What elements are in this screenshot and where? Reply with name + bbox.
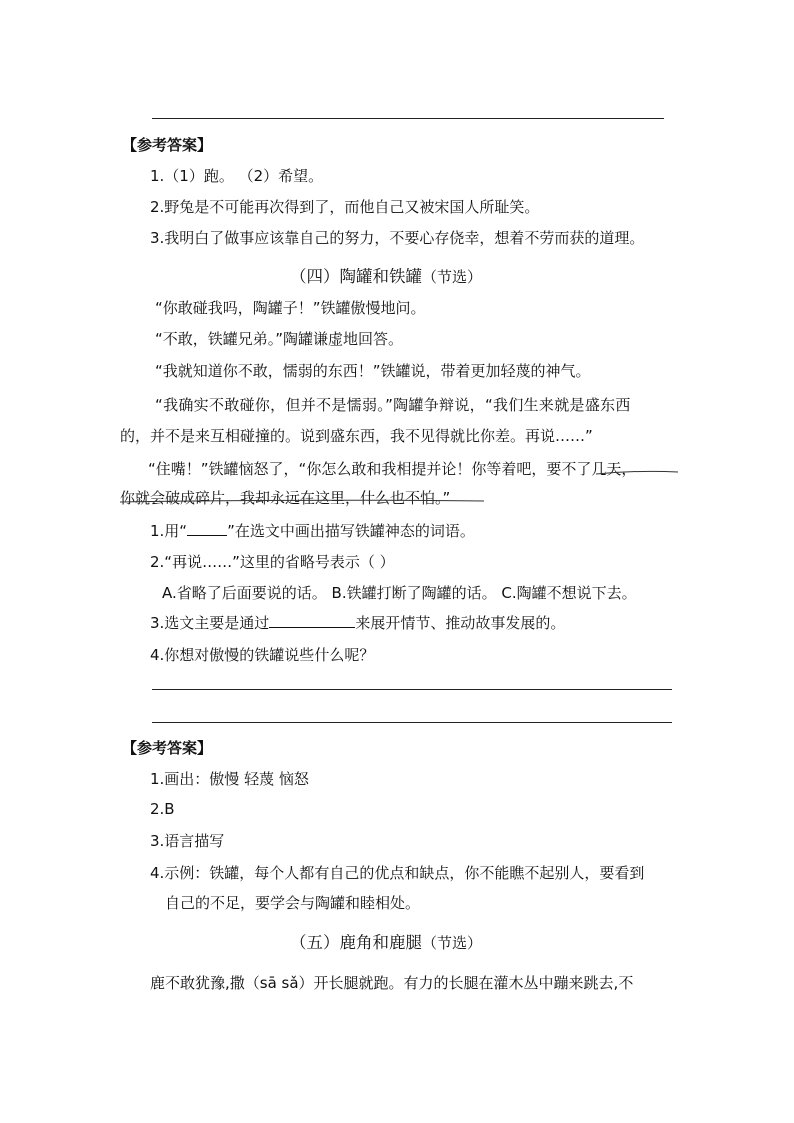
passage-line: “我确实不敢碰你，但并不是懦弱。”陶罐争辩说，“我们生来就是盛东西 <box>155 396 631 414</box>
passage-line: “我就知道你不敢，懦弱的东西！”铁罐说，带着更加轻蔑的神气。 <box>155 362 591 380</box>
answer-item: 4.示例：铁罐，每个人都有自己的优点和缺点，你不能瞧不起别人，要看到 <box>150 864 645 882</box>
answer-item: 2.野兔是不可能再次得到了，而他自己又被宋国人所耻笑。 <box>150 198 540 216</box>
passage-line: “不敢，铁罐兄弟。”陶罐谦虚地回答。 <box>155 330 404 348</box>
answer-line[interactable] <box>152 722 672 723</box>
section-title-sub: （节选） <box>422 934 483 952</box>
passage-line: 鹿不敢犹豫,撒（sā sǎ）开长腿就跑。有力的长腿在灌木丛中蹦来跳去,不 <box>150 974 634 992</box>
passage-line: “你敢碰我吗，陶罐子！”铁罐傲慢地问。 <box>155 299 426 317</box>
answer-item: 3.我明白了做事应该靠自己的努力，不要心存侥幸，想着不劳而获的道理。 <box>150 229 645 247</box>
section-title-main: （五）鹿角和鹿腿 <box>290 933 422 952</box>
answer-blank[interactable] <box>269 627 355 628</box>
answer-line[interactable] <box>152 689 672 690</box>
passage-line: 的，并不是来互相碰撞的。说到盛东西，我不见得就比你差。再说……” <box>120 427 593 445</box>
answer-heading: 【参考答案】 <box>122 136 213 154</box>
question-2-options: A.省略了后面要说的话。 B.铁罐打断了陶罐的话。 C.陶罐不想说下去。 <box>162 584 637 602</box>
answer-item: 自己的不足，要学会与陶罐和睦相处。 <box>165 894 421 912</box>
section-title-sub: （节选） <box>422 268 483 286</box>
question-3: 3.选文主要是通过 来展开情节、推动故事发展的。 <box>150 614 566 632</box>
section-title-main: （四）陶罐和铁罐 <box>290 267 422 286</box>
answer-item: 1.画出：傲慢 轻蔑 恼怒 <box>150 770 309 788</box>
passage-line: “住嘴！”铁罐恼怒了，“你怎么敢和我相提并论！你等着吧，要不了几天， <box>148 460 637 478</box>
answer-item: 3.语言描写 <box>150 832 225 850</box>
answer-item: 2.B <box>150 800 175 818</box>
question-1: 1.用“ ”在选文中画出描写铁罐神态的词语。 <box>150 522 475 540</box>
passage-line: 你就会破成碎片，我却永远在这里，什么也不怕。” <box>120 489 451 507</box>
section-title <box>290 263 482 287</box>
underline-symbol <box>187 535 227 536</box>
question-2: 2.“再说……”这里的省略号表示（ ） <box>150 553 395 571</box>
answer-heading: 【参考答案】 <box>122 739 213 757</box>
section-title <box>290 929 482 953</box>
answer-item: 1.（1）跑。 （2）希望。 <box>150 167 324 185</box>
handwritten-underline <box>118 468 688 508</box>
question-4: 4.你想对傲慢的铁罐说些什么呢？ <box>150 646 375 664</box>
answer-line-top <box>152 118 664 119</box>
